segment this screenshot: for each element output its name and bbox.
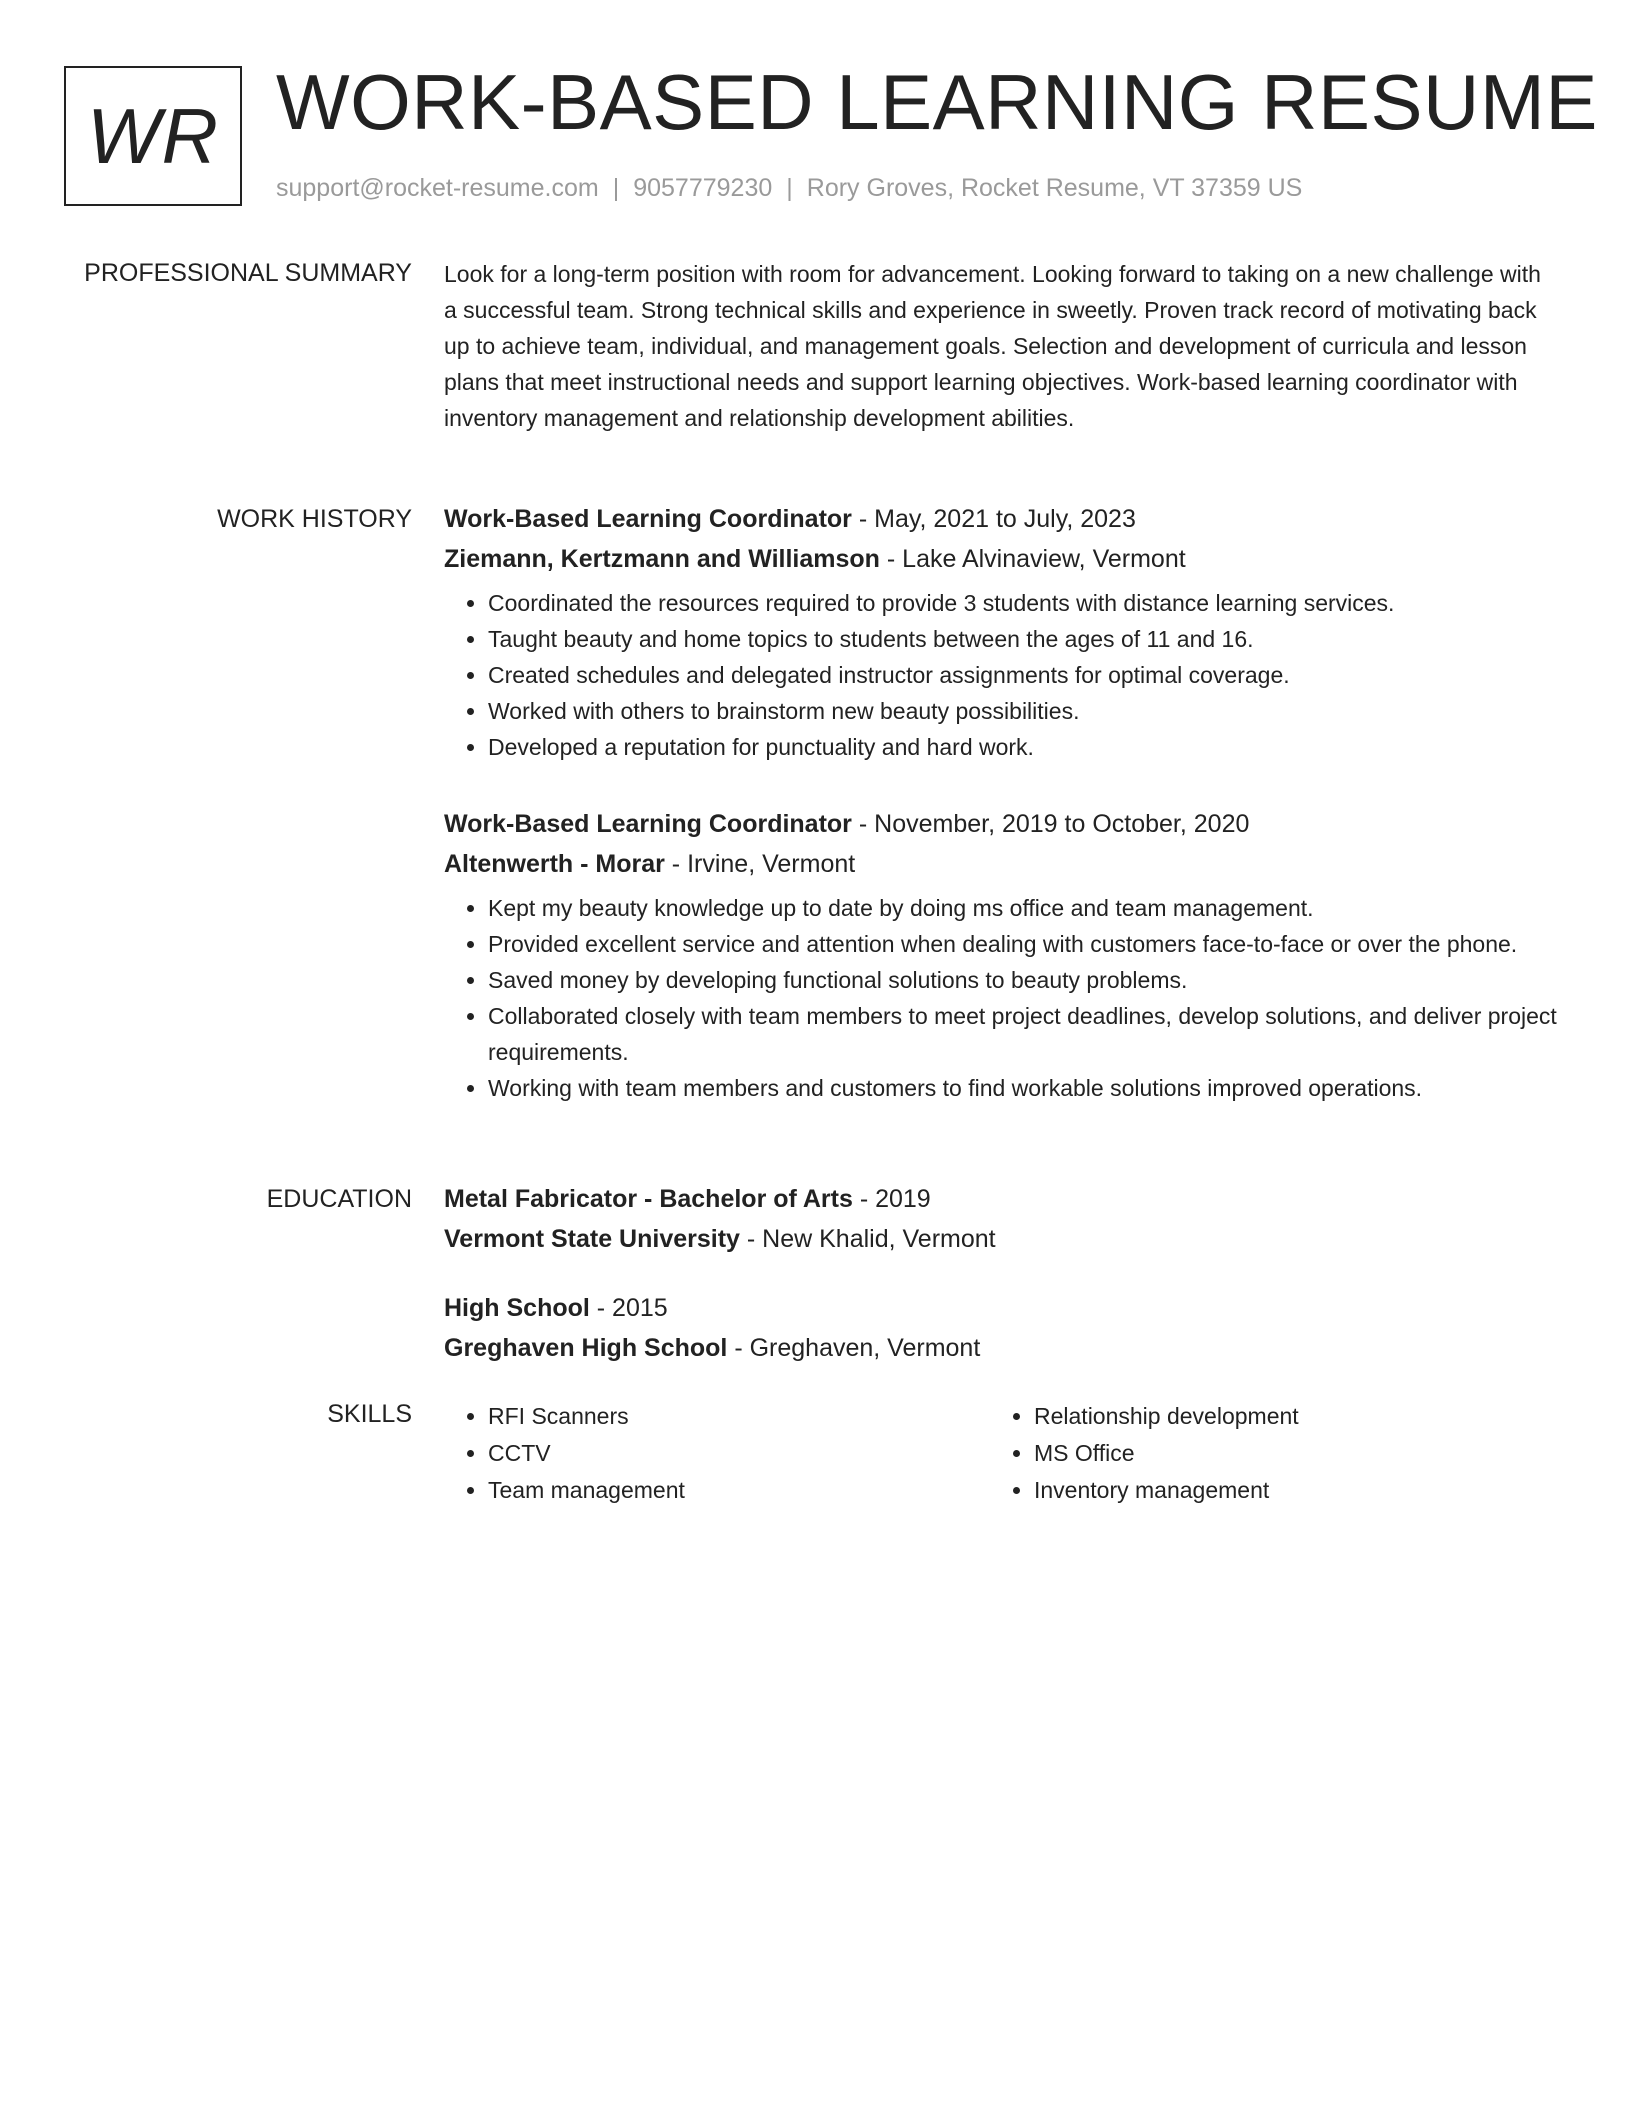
resume-title: WORK-BASED LEARNING RESUME [276,58,1598,146]
education-school-line [444,1219,1560,1259]
education-entry [444,1288,1560,1368]
contact-separator: | [612,174,620,202]
job-company: Ziemann, Kertzmann and Williamson [444,545,880,573]
job-company-line [444,539,1560,579]
skills-section [444,1398,1560,1509]
education-location: - Greghaven, Vermont [727,1334,981,1362]
education-entry [444,1179,1560,1259]
education-degree: High School [444,1294,590,1322]
section-label-work-history: WORK HISTORY [217,505,412,533]
job-bullet: • Developed a reputation for punctuality and hard work. [488,729,1560,765]
job-bullet: • Kept my beauty knowledge up to date by doing ms office and team management. [488,890,1560,926]
education-school-line [444,1328,1560,1368]
job-title: Work-Based Learning Coordinator [444,505,852,533]
contact-phone: 9057779230 [633,174,773,202]
job-bullet: • Collaborated closely with team members to meet project deadlines, develop solutions, and deliver project requirements. [488,998,1560,1070]
skills-list [990,1398,1536,1509]
job-bullet: • Created schedules and delegated instructor assignments for optimal coverage. [488,657,1560,693]
skills-column-right [990,1398,1536,1509]
job-bullet: • Worked with others to brainstorm new beauty possibilities. [488,693,1560,729]
monogram-box [64,66,242,206]
job-bullet: • Taught beauty and home topics to students between the ages of 11 and 16. [488,621,1560,657]
job-entry [444,804,1560,1106]
job-entry [444,499,1560,765]
skills-grid [444,1398,1560,1509]
contact-email: support@rocket-resume.com [276,174,599,202]
job-bullets [444,890,1560,1106]
monogram-initials: WR [87,91,219,180]
job-title-line [444,499,1560,539]
job-title: Work-Based Learning Coordinator [444,810,852,838]
summary-section [444,256,1560,436]
job-title-line [444,804,1560,844]
skill-item: • RFI Scanners [488,1398,990,1435]
section-label-education: EDUCATION [266,1185,412,1213]
section-label-summary: PROFESSIONAL SUMMARY [84,259,412,287]
skill-item: • MS Office [1034,1435,1536,1472]
job-bullet: • Saved money by developing functional solutions to beauty problems. [488,962,1560,998]
job-bullet: • Working with team members and customers to find workable solutions improved operations. [488,1070,1560,1106]
skills-list [444,1398,990,1509]
job-dates: - November, 2019 to October, 2020 [851,810,1250,838]
job-location: - Lake Alvinaview, Vermont [879,545,1186,573]
education-year: - 2015 [589,1294,668,1322]
education-school: Vermont State University [444,1225,740,1253]
summary-text: Look for a long-term position with room for advancement. Looking forward to taking on a new challenge with a successful team. Strong technical skills and experience in sweetly. Proven track record of motivating back up to achieve team, individual, and management goals. Selection and development of curricula and lesson plans that meet instructional needs and support learning objectives. Work-based learning coordinator with inventory management and relationship development abilities. [444,261,1541,431]
education-degree-line [444,1179,1560,1219]
job-company: Altenwerth - Morar [444,850,665,878]
section-label-skills: SKILLS [327,1400,412,1428]
skill-item: • Inventory management [1034,1472,1536,1509]
skills-column-left [444,1398,990,1509]
job-bullets [444,585,1560,765]
job-location: - Irvine, Vermont [664,850,856,878]
job-bullet: • Coordinated the resources required to provide 3 students with distance learning services. [488,585,1560,621]
job-dates: - May, 2021 to July, 2023 [851,505,1136,533]
education-degree: Metal Fabricator - Bachelor of Arts [444,1185,853,1213]
education-location: - New Khalid, Vermont [739,1225,996,1253]
education-year: - 2019 [852,1185,931,1213]
education-degree-line [444,1288,1560,1328]
contact-line [276,172,1302,204]
job-bullet: • Provided excellent service and attention when dealing with customers face-to-face or over the phone. [488,926,1560,962]
contact-address: Rory Groves, Rocket Resume, VT 37359 US [806,174,1303,202]
job-company-line [444,844,1560,884]
skill-item: • CCTV [488,1435,990,1472]
skill-item: • Relationship development [1034,1398,1536,1435]
contact-separator: | [786,174,793,202]
education-school: Greghaven High School [444,1334,728,1362]
skill-item: • Team management [488,1472,990,1509]
